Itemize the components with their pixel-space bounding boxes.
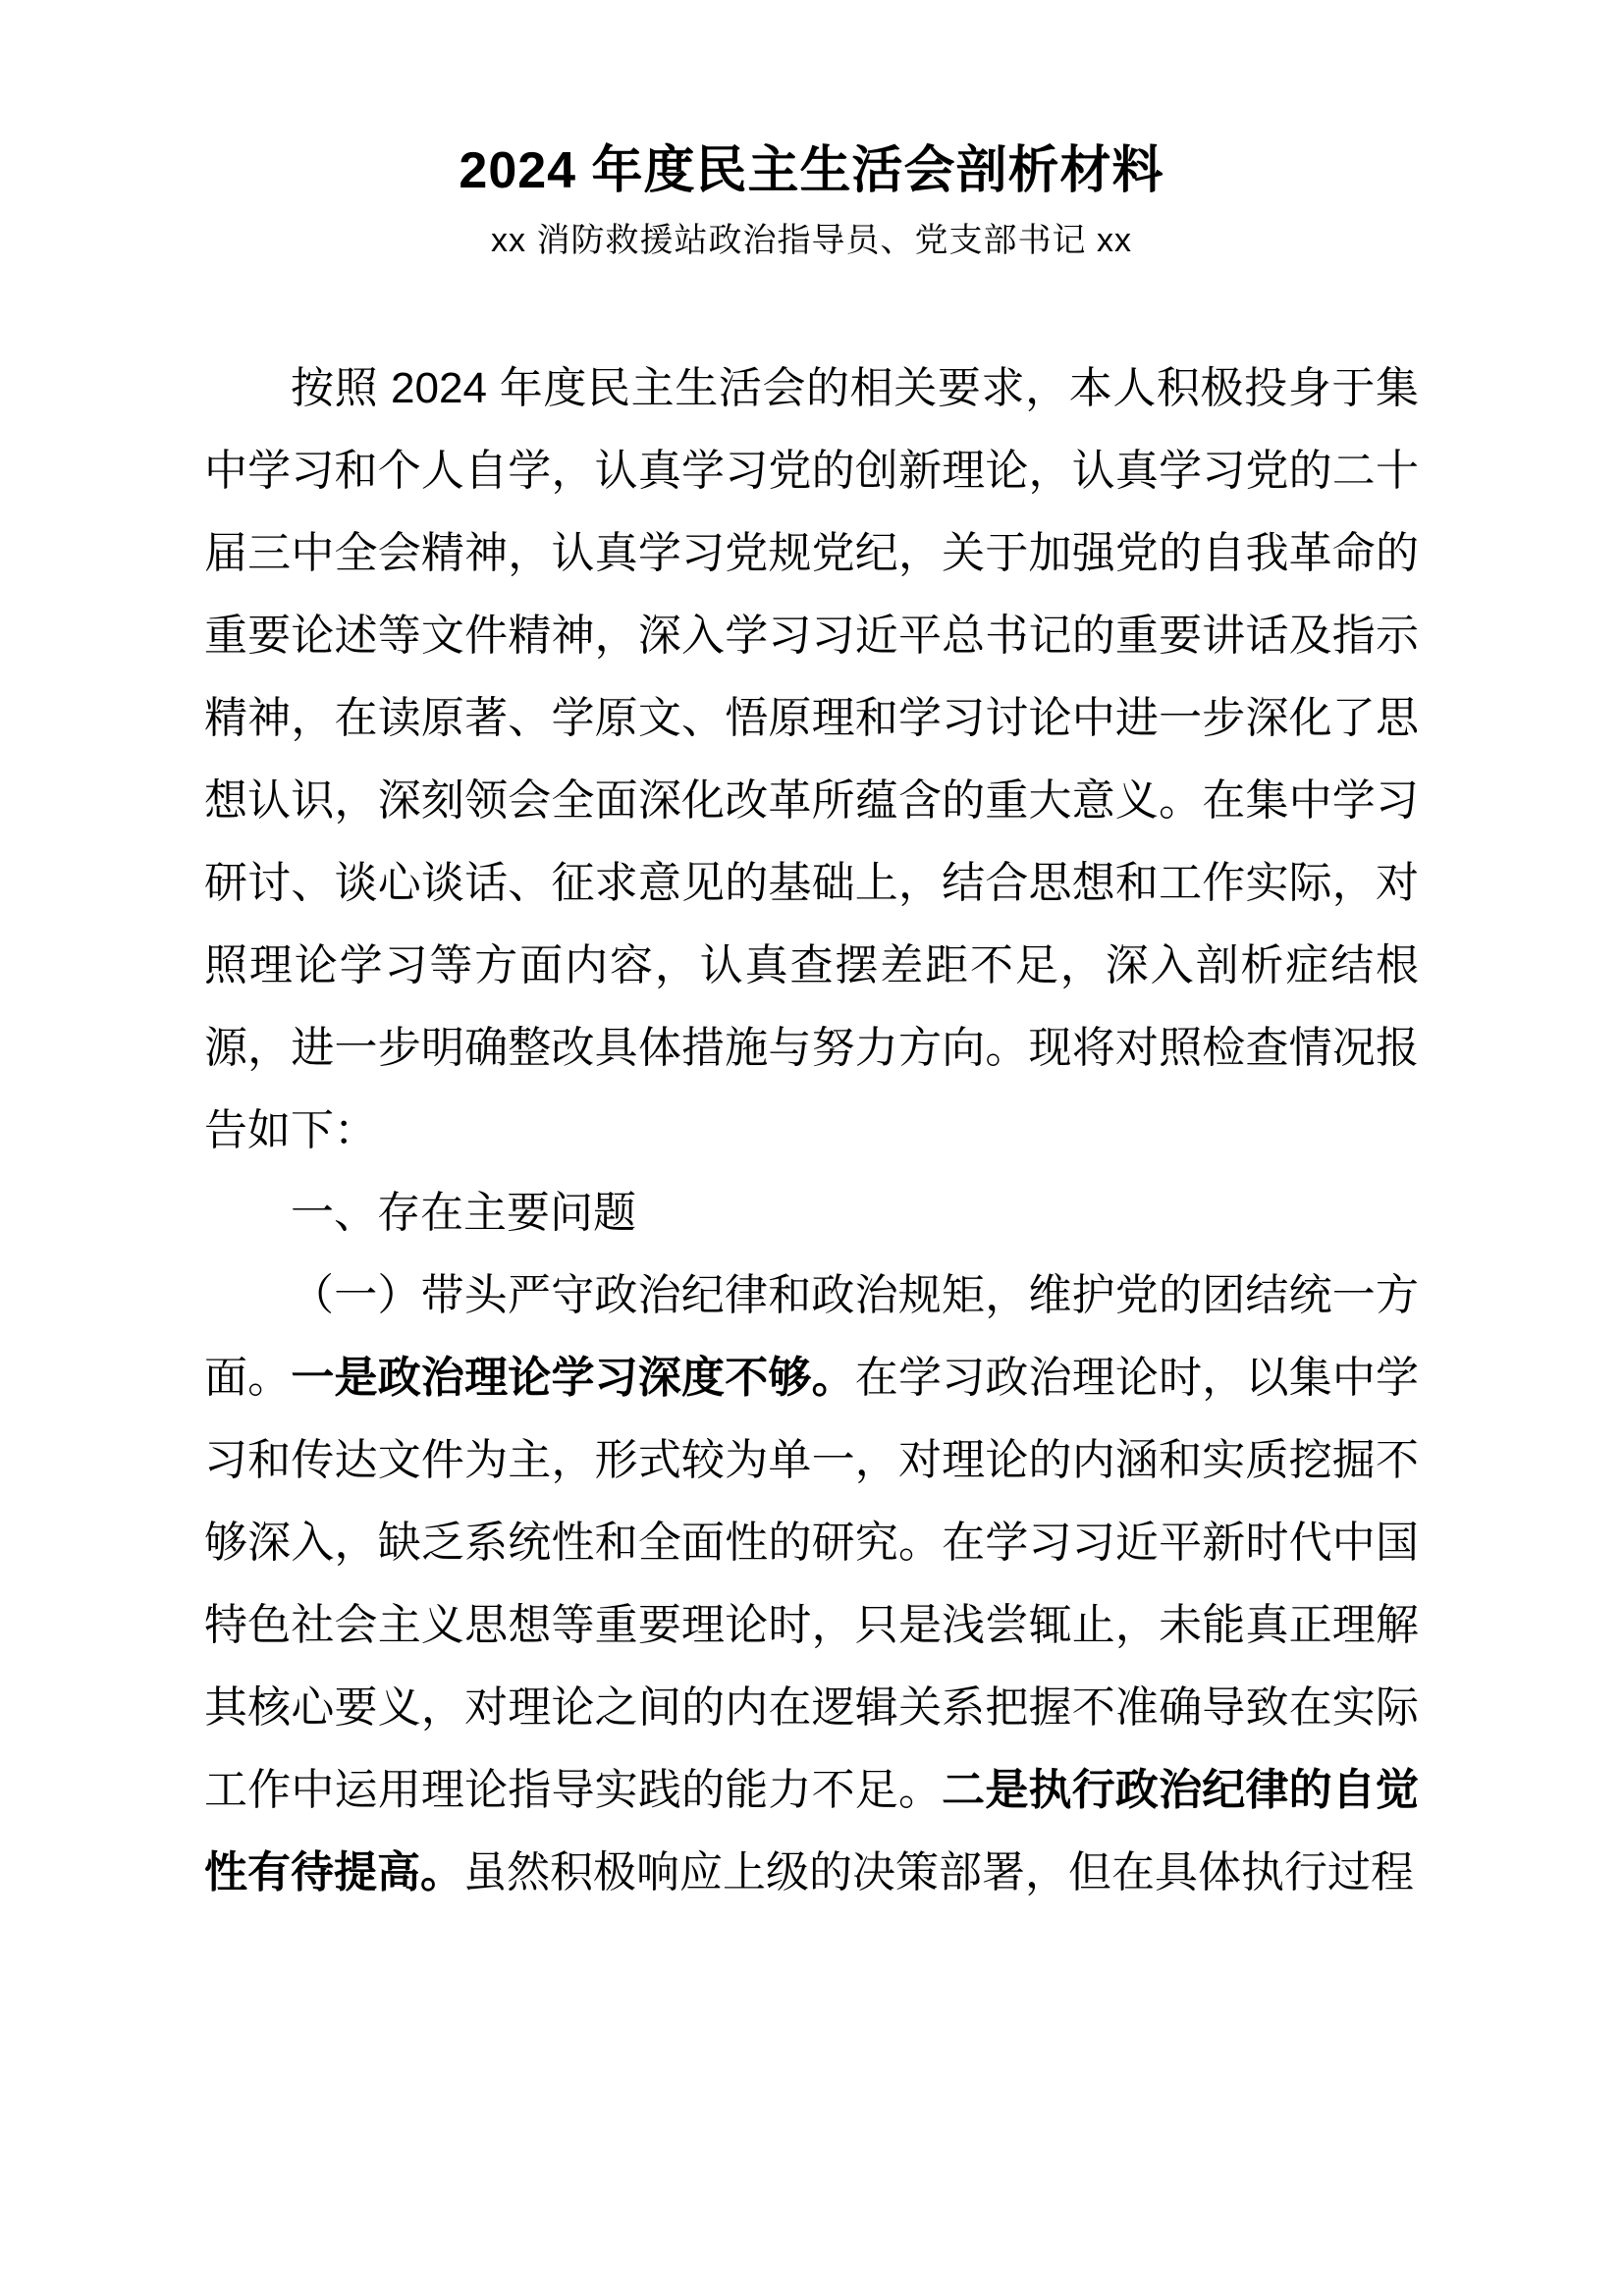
bold-text-run: 二是执行政治纪律的自觉性有待提高。 [204, 1766, 1420, 1896]
text-run: 一、存在主要问题 [291, 1189, 636, 1237]
document-subtitle: xx 消防救援站政治指导员、党支部书记 xx [491, 222, 1132, 259]
paragraph [204, 347, 1419, 1172]
section-heading [204, 1172, 1419, 1255]
document-body [204, 347, 1419, 1914]
text-run: 在学习政治理论时，以集中学习和传达文件为主，形式较为单一，对理论的内涵和实质挖掘不够深入，缺乏系统性和全面性的研究。在学习习近平新时代中国特色社会主义思想等重要理论时，只是浅尝辄止，未能真正理解其核心要义，对理论之间的内在逻辑关系把握不准确导致在实际工作中运用理论指导实践的能力不足。 [204, 1354, 1420, 1814]
bold-text-run: 一是政治理论学习深度不够。 [291, 1354, 855, 1402]
paragraph [204, 1255, 1419, 1914]
text-run: 按照 2024 年度民主生活会的相关要求，本人积极投身于集中学习和个人自学，认真学习党的创新理论，认真学习党的二十届三中全会精神，认真学习党规党纪，关于加强党的自我革命的重要论述等文件精神，深入学习习近平总书记的重要讲话及指示精神，在读原著、学原文、悟原理和学习讨论中进一步深化了思想认识，深刻领会全面深化改革所蕴含的重大意义。在集中学习研讨、谈心谈话、征求意见的基础上，结合思想和工作实际，对照理论学习等方面内容，认真查摆差距不足，深入剖析症结根源，进一步明确整改具体措施与努力方向。现将对照检查情况报告如下： [204, 364, 1419, 1154]
text-run: 虽然积极响应上级的决策部署，但在具体执行过程 [463, 1848, 1414, 1896]
text-run: （一）带头严守政治纪律和政治规矩，维护党的团结统一方面。 [204, 1271, 1419, 1402]
document-title: 2024 年度民主生活会剖析材料 [459, 142, 1164, 199]
